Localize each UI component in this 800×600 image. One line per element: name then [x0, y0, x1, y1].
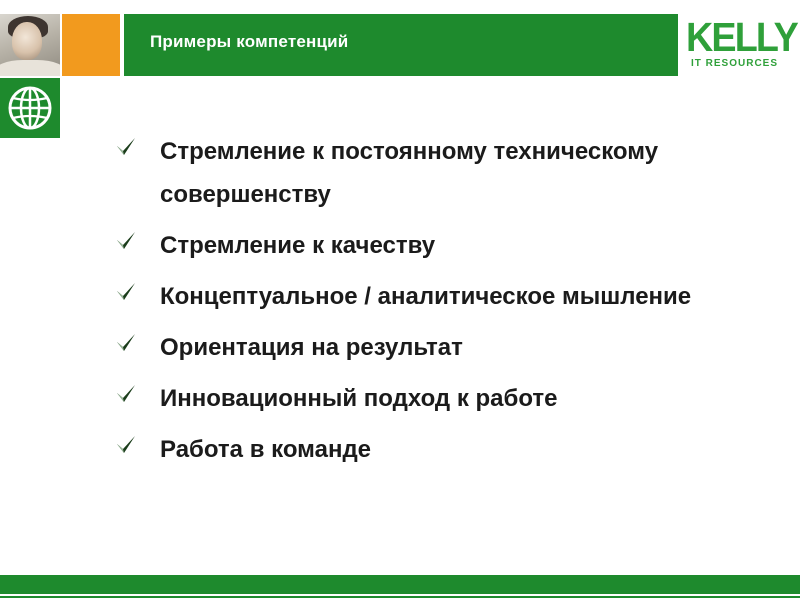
- list-item: [114, 428, 774, 471]
- orange-accent-tile: [62, 14, 120, 76]
- list-item-text: Концептуальное / аналитическое мышление: [160, 283, 692, 310]
- list-item: [114, 377, 774, 420]
- footer-bar: [0, 575, 800, 594]
- list-item-text: Стремление к постоянному техническому совершенству: [160, 138, 659, 208]
- list-item: [114, 224, 774, 267]
- footer-line: [0, 596, 800, 598]
- logo-tagline: IT RESOURCES: [691, 58, 779, 69]
- checkmark-icon: [114, 134, 138, 158]
- list-item-text: Работа в команде: [160, 436, 372, 463]
- logo-wordmark: KELLY: [686, 14, 797, 60]
- list-item: [114, 326, 774, 369]
- checkmark-icon: [114, 432, 138, 456]
- photo-person-face: [12, 22, 42, 60]
- checkmark-icon: [114, 228, 138, 252]
- checkmark-icon: [114, 279, 138, 303]
- slide-title: Примеры компетенций: [150, 32, 349, 51]
- kelly-logo: [686, 14, 796, 76]
- checkmark-icon: [114, 381, 138, 405]
- list-item: [114, 275, 774, 318]
- list-item: [114, 130, 774, 216]
- list-item-text: Стремление к качеству: [160, 232, 436, 259]
- list-item-text: Ориентация на результат: [160, 334, 463, 361]
- header-photo: [0, 14, 60, 76]
- globe-tile: [0, 78, 60, 138]
- photo-person-shoulder: [0, 60, 60, 76]
- title-bar: [124, 14, 678, 76]
- checkmark-icon: [114, 330, 138, 354]
- competency-list: [114, 130, 774, 471]
- globe-icon: [6, 84, 54, 132]
- list-item-text: Инновационный подход к работе: [160, 385, 558, 412]
